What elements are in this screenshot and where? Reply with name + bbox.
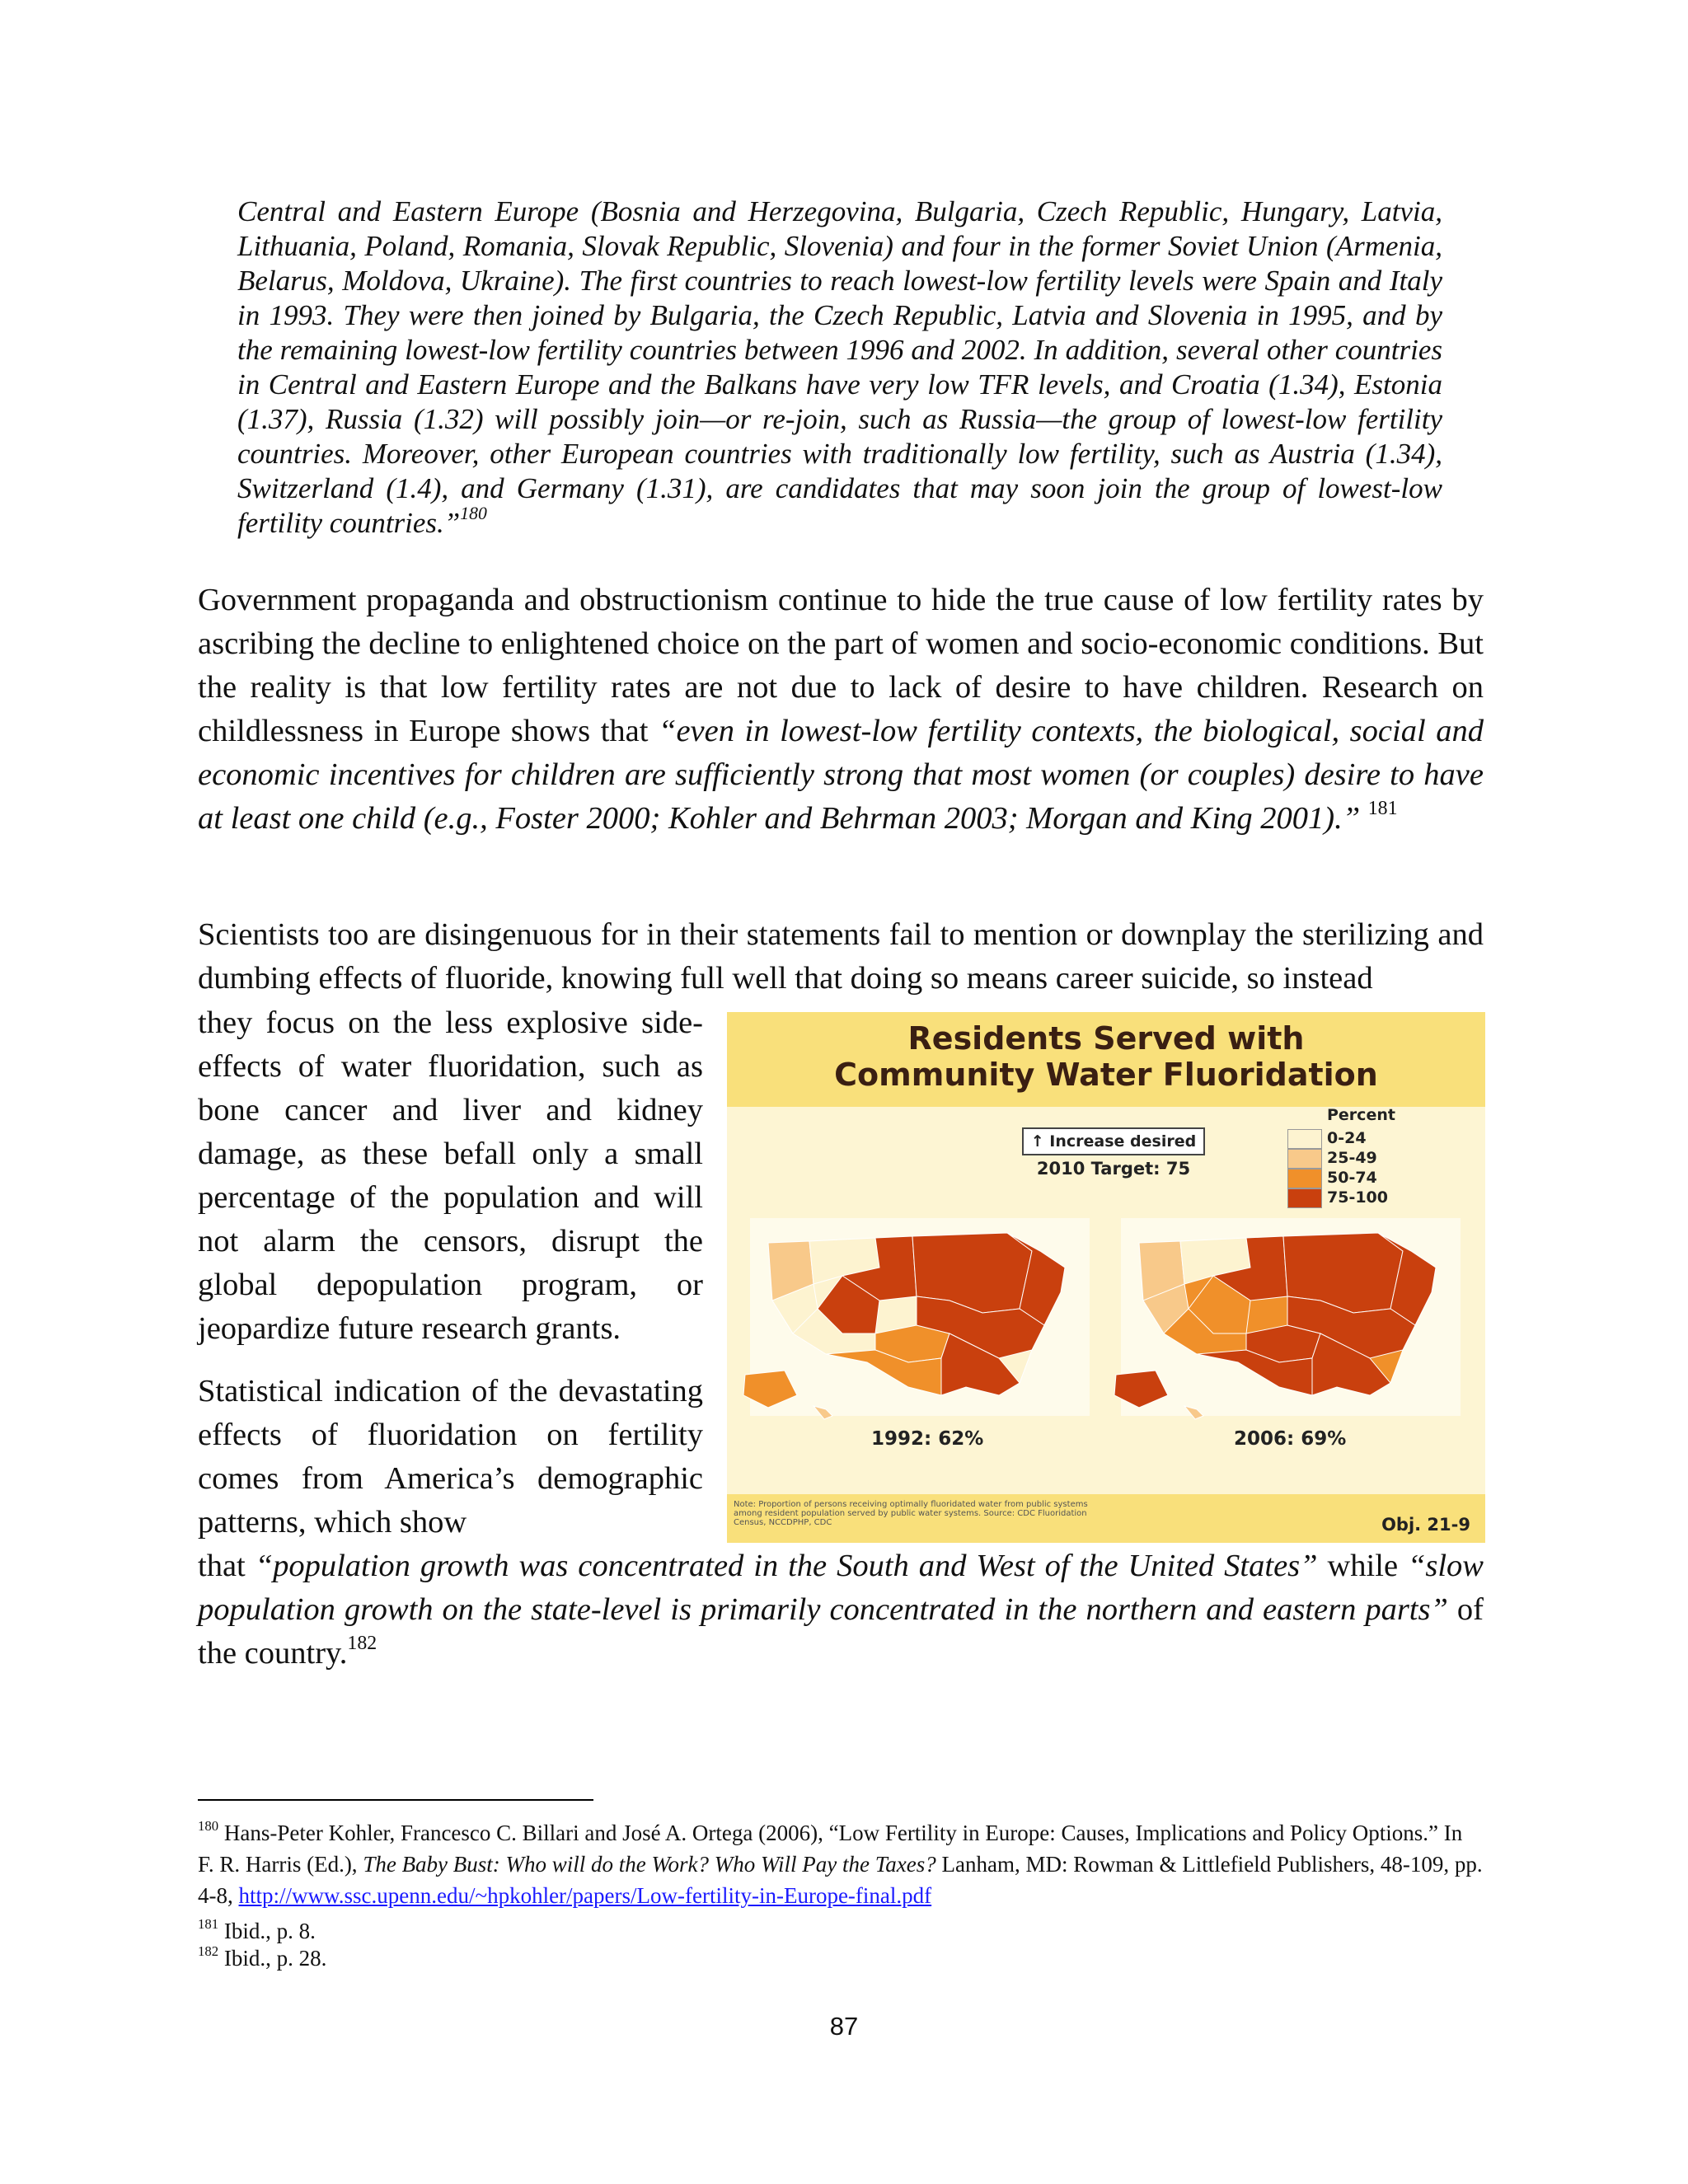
footnote-ref-182[interactable]: 182 (347, 1632, 377, 1654)
figure-objective-label: Obj. 21-9 (1381, 1515, 1470, 1535)
footnote-ref-181[interactable]: 181 (1367, 797, 1398, 819)
figure-note: Note: Proportion of persons receiving optimally fluoridated water from public systems among resident population served by public water systems. Source: CDC Fluoridation Census, NCCDPHP, CDC (734, 1500, 1088, 1527)
paragraph-statistical-continued: that “population growth was concentrated in the South and West of the United States” while “slow population growth on the state-level is primarily concentrated in the northern and eastern parts” of the country.$^{182}$ (198, 1549, 1484, 1671)
legend-label: 75-100 (1327, 1188, 1388, 1207)
legend-swatch (1287, 1169, 1322, 1188)
footnote-ref-180[interactable]: 180 (460, 504, 487, 524)
legend-label: 50-74 (1327, 1169, 1377, 1187)
paragraph-scientists-line: Scientists too are disingenuous for in their statements fail to mention or downplay the sterilizing and dumbing effects of fluoride, knowing full well that doing so means career suicide, so instead (198, 917, 1484, 996)
page-number: 87 (829, 2012, 859, 2041)
legend-title: Percent (1327, 1106, 1395, 1124)
legend-swatch (1287, 1149, 1322, 1169)
map-caption-2006: 2006: 69% (1234, 1428, 1347, 1450)
figure-title: Residents Served with Community Water Fluoridation (834, 1020, 1378, 1093)
footnote-link[interactable]: http://www.ssc.upenn.edu/~hpkohler/papers/Low-fertility-in-Europe-final.pdf (238, 1883, 932, 1908)
target-label: 2010 Target: 75 (1036, 1159, 1191, 1179)
map-caption-1992: 1992: 62% (871, 1428, 984, 1450)
paragraph-scientists-wrap: they focus on the less explosive side-effects of water fluoridation, such as bone cancer and liver and kidney damage, as these befall only a small percentage of the population and will not alarm the censors, disrupt the global depopulation program, or jeopardize future research grants. (198, 1005, 703, 1346)
footnote-180: $^{180}$ Hans-Peter Kohler, Francesco C. Billari and José A. Ortega (2006), “Low Fertility in Europe: Causes, Implications and Policy Options.” In F. R. Harris (Ed.), The Baby Bust: Who will do the Work? Who Will Pay the Taxes? Lanham, MD: Rowman & Littlefield Publishers, 48-109, pp. 4-8, http://www.ssc.upenn.edu/~hpkohler/papers/Low-fertility-in-Europe-final.pdf (198, 1817, 1483, 1908)
legend-swatch (1287, 1129, 1322, 1149)
legend-label: 0-24 (1327, 1129, 1367, 1147)
increase-desired-label: ↑ Increase desired (1022, 1127, 1205, 1155)
paragraph-statistical-wrap: Statistical indication of the devastating effects of fluoridation on fertility comes from America’s demographic patterns, which show (198, 1374, 703, 1540)
footnote-181: $^{181}$ Ibid., p. 8. (198, 1915, 316, 1943)
legend-label: 25-49 (1327, 1149, 1377, 1167)
footnote-182: $^{182}$ Ibid., p. 28. (198, 1943, 327, 1971)
block-quote: Central and Eastern Europe (Bosnia and Herzegovina, Bulgaria, Czech Republic, Hungary, Latvia, Lithuania, Poland, Romania, Slovak Republic, Slovenia) and four in the former Soviet Union (Armenia, Belarus, Moldova, Ukraine). The first countries to reach lowest-low fertility levels were Spain and Italy in 1993. They were then joined by Bulgaria, the Czech Republic, Latvia and Slovenia in 1995, and by the remaining lowest-low fertility countries between 1996 and 2002. In addition, several other countries in Central and Eastern Europe and the Balkans have very low TFR levels, and Croatia (1.34), Estonia (1.37), Russia (1.32) will possibly join—or re-join, such as Russia—the group of lowest-low fertility countries. Moreover, other European countries with traditionally low fertility, such as Austria (1.34), Switzerland (1.4), and Germany (1.31), are candidates that may soon join the group of lowest-low fertility countries.”$^{180}$ (237, 195, 1442, 539)
legend-swatch (1287, 1188, 1322, 1208)
paragraph-propaganda: Government propaganda and obstructionism continue to hide the true cause of low fertility rates by ascribing the decline to enlightened choice on the part of women and socio-economic conditions. But the reality is that low fertility rates are not due to lack of desire to have children. Research on childlessness in Europe shows that “even in lowest-low fertility contexts, the biological, social and economic incentives for children are sufficiently strong that most women (or couples) desire to have at least one child (e.g., Foster 2000; Kohler and Behrman 2003; Morgan and King 2001).” $^{181}$ (198, 583, 1484, 836)
fluoridation-figure (727, 1012, 1485, 1543)
footnote-divider (198, 1799, 593, 1801)
